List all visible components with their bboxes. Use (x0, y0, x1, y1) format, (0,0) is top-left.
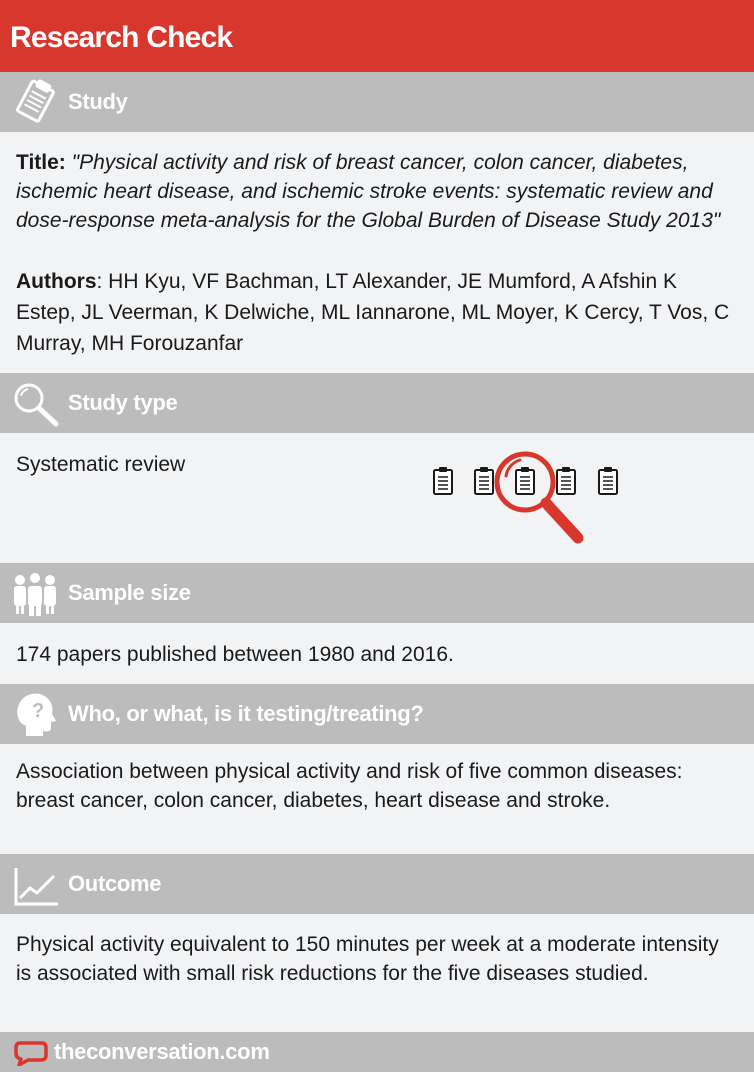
outcome-text: Physical activity equivalent to 150 minutes per week at a moderate intensity is associated with small risk reductions for the five diseases studied. (16, 933, 719, 985)
magnifier-icon (10, 379, 60, 427)
study-title-text: "Physical activity and risk of breast cancer, colon cancer, diabetes, ischemic heart disease, and ischemic stroke events: systematic review and dose-response meta-analysis for the Global Burden of Disease Study 2013" (16, 151, 721, 232)
section-heading-testing: Who, or what, is it testing/treating? (68, 701, 424, 726)
section-outcome (0, 854, 754, 914)
section-study (0, 72, 754, 132)
section-testing (0, 684, 754, 744)
line-chart-icon (10, 860, 60, 908)
testing-text: Association between physical activity and risk of five common diseases: breast cancer, colon cancer, diabetes, heart disease and stroke. (16, 760, 683, 812)
head-question-icon (10, 690, 60, 738)
section-heading-study: Study (68, 89, 128, 114)
header-bar (0, 0, 754, 72)
footer-site-link[interactable]: theconversation.com (54, 1039, 270, 1064)
study-type-rating (428, 446, 628, 556)
svg-text:?: ? (32, 700, 45, 722)
section-heading-sample-size: Sample size (68, 580, 191, 605)
authors-text: : HH Kyu, VF Bachman, LT Alexander, JE Mumford, A Afshin K Estep, JL Veerman, K Delwiche, ML Iannarone, ML Moyer, K Cercy, T Vos, C Murray, MH Forouzanfar (16, 270, 730, 355)
page-title: Research Check (10, 21, 233, 54)
rating-clipboard-icon (557, 467, 575, 494)
section-heading-study-type: Study type (68, 390, 178, 415)
clipboard-icon (10, 78, 60, 126)
rating-clipboard-icon-selected (516, 467, 534, 494)
study-authors (16, 266, 736, 359)
study-title-label: Title: (16, 151, 66, 174)
rating-clipboard-icon (475, 467, 493, 494)
section-sample-size (0, 563, 754, 623)
rating-magnifier-icon (497, 454, 578, 538)
conversation-logo-icon (14, 1040, 48, 1066)
section-study-type (0, 373, 754, 433)
footer-bar (0, 1032, 754, 1072)
rating-clipboard-icon (599, 467, 617, 494)
rating-clipboard-icon (434, 467, 452, 494)
people-icon (10, 569, 60, 617)
study-title (16, 148, 736, 235)
sample-size-text: 174 papers published between 1980 and 2016. (16, 643, 454, 666)
study-type-text: Systematic review (16, 453, 186, 476)
authors-label: Authors (16, 270, 97, 293)
section-heading-outcome: Outcome (68, 871, 162, 896)
